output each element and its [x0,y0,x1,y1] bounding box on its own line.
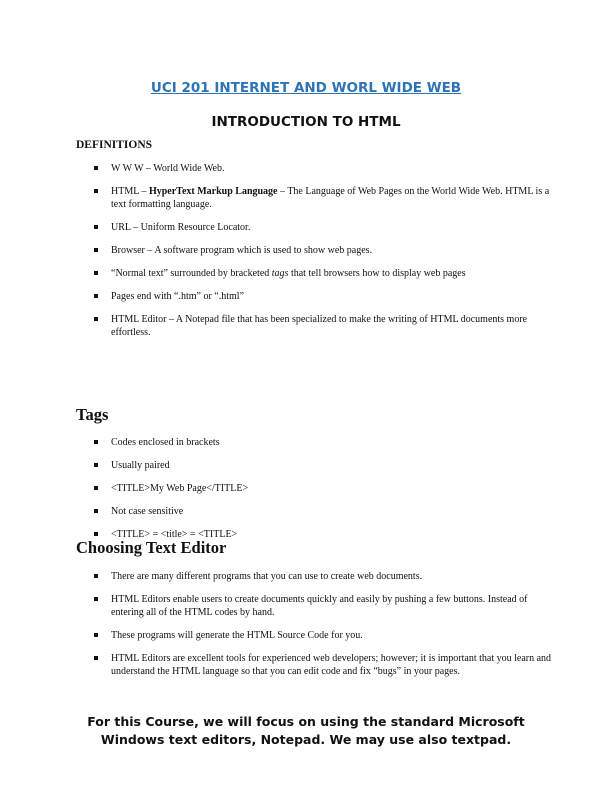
tags-list [94,436,554,551]
text-segment: Pages end with “.htm” or “.html” [111,291,245,302]
text-segment: that tell browsers how to display web pages [288,268,466,279]
editor-heading: Choosing Text Editor [76,538,227,557]
tags-heading: Tags [76,405,109,424]
text-segment: HTML – [111,186,149,197]
list-item: HTML Editors are excellent tools for experienced web developers; however; it is important that you learn and understand the HTML language so that you can edit code and fix “bugs” in your pages. [94,652,554,678]
editor-list [94,570,554,688]
course-note: For this Course, we will focus on using the standard Microsoft Windows text editors, Notepad. We may use also textpad. [87,714,525,747]
text-segment: URL – Uniform Resource Locator. [111,222,251,233]
text-segment: “Normal text” surrounded by bracketed [111,268,272,279]
list-item: <TITLE> = <title> = <TITLE> [94,528,554,541]
text-segment: W W W – World Wide Web. [111,163,225,174]
list-item: Not case sensitive [94,505,554,518]
list-item: Usually paired [94,459,554,472]
list-item: HTML Editors enable users to create documents quickly and easily by pushing a few buttons. Instead of entering all of the HTML codes by hand. [94,593,554,619]
list-item [94,290,554,303]
list-item: Codes enclosed in brackets [94,436,554,449]
list-item [94,185,554,211]
list-item [94,313,554,339]
definitions-heading: DEFINITIONS [76,139,153,151]
list-item [94,221,554,234]
text-segment: tags [271,268,289,279]
definitions-list [94,162,554,349]
text-segment: – The Language of Web Pages on the World Wide Web. HTML is a text formatting language. [111,186,550,210]
list-item [94,162,554,175]
text-segment: HyperText Markup Language [148,186,278,197]
document-subtitle: INTRODUCTION TO HTML [211,114,401,130]
list-item [94,267,554,280]
text-segment: HTML Editor – A Notepad file that has been specialized to make the writing of HTML documents more effortless. [111,314,528,338]
list-item [94,244,554,257]
list-item: These programs will generate the HTML Source Code for you. [94,629,554,642]
list-item: <TITLE>My Web Page</TITLE> [94,482,554,495]
text-segment: Browser – A software program which is used to show web pages. [111,245,373,256]
document-title: UCI 201 INTERNET AND WORL WIDE WEB [150,80,462,96]
list-item: There are many different programs that you can use to create web documents. [94,570,554,583]
